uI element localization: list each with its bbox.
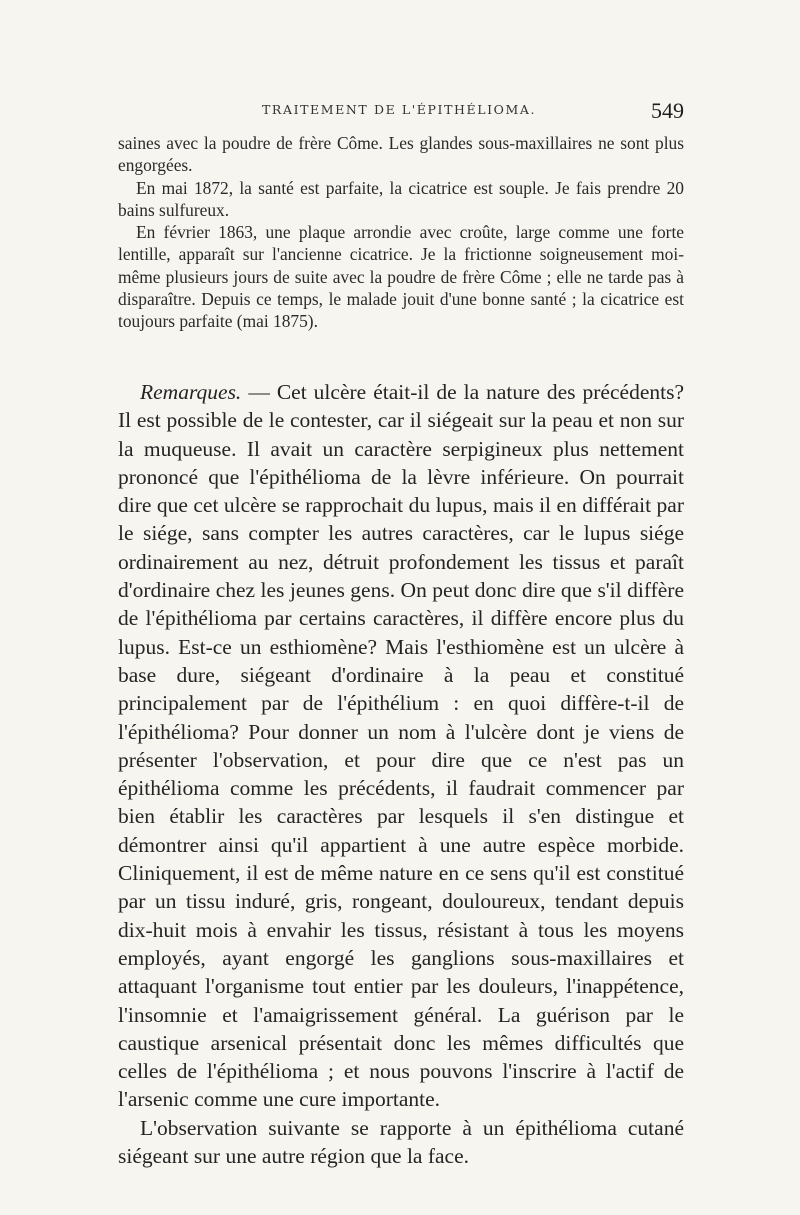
observation-text (118, 132, 684, 333)
remarks-paragraph (118, 378, 684, 1114)
remarks-lead: Remarques. (140, 380, 242, 404)
running-title: TRAITEMENT DE L'ÉPITHÉLIOMA. (262, 102, 537, 117)
observation-paragraph: saines avec la poudre de frère Côme. Les glandes sous-maxillaires ne sont plus engorgées. (118, 133, 684, 176)
observation-paragraph: En février 1863, une plaque arrondie avec croûte, large comme une forte lentille, apparaît sur l'ancienne cicatrice. Je la frictionne soigneusement moi-même plusieurs jours de suite avec la poudre de frère Côme ; elle ne tarde pas à disparaître. Depuis ce temps, le malade jouit d'une bonne santé ; la cicatrice est toujours parfaite (mai 1875). (118, 222, 684, 332)
remarks-body: — Cet ulcère était-il de la nature des précédents? Il est possible de le contester, car il siégeait sur la peau et non sur la muqueuse. Il avait un caractère serpigineux plus nettement prononcé que l'épithélioma de la lèvre inférieure. On pourrait dire que cet ulcère se rapprochait du lupus, mais il en différait par le siége, sans compter les autres caractères, car le lupus siége ordinairement au nez, détruit profondement les tissus et paraît d'ordinaire chez les jeunes gens. On peut donc dire que s'il diffère de l'épithélioma par certains caractères, il diffère encore plus du lupus. Est-ce un esthiomène? Mais l'esthiomène est un ulcère à base dure, siégeant d'ordinaire à la peau et constitué principalement par de l'épithélium : en quoi diffère-t-il de l'épithélioma? Pour donner un nom à l'ulcère dont je viens de présenter l'observation, et pour dire que ce n'est pas un épithélioma comme les précédents, il faudrait commencer par bien établir les caractères par lesquels il s'en distingue et démontrer ainsi qu'il appartient à une autre espèce morbide. Cliniquement, il est de même nature en ce sens qu'il est constitué par un tissu induré, gris, rongeant, douloureux, tendant depuis dix-huit mois à envahir les tissus, résistant à tous les moyens employés, ayant engorgé les ganglions sous-maxillaires et attaquant l'organisme tout entier par les douleurs, l'inappétence, l'insomnie et l'amaigrissement général. La guérison par le caustique arsenical présentait donc les mêmes difficultés que celles de l'épithélioma ; et nous pouvons l'inscrire à l'actif de l'arsenic comme une cure importante. (118, 380, 684, 1112)
running-head (118, 98, 684, 124)
remarks-text (118, 378, 684, 1170)
closing-paragraph: L'observation suivante se rapporte à un épithélioma cutané siégeant sur une autre région que la face. (118, 1115, 684, 1169)
page-number: 549 (651, 98, 684, 123)
observation-paragraph: En mai 1872, la santé est parfaite, la cicatrice est souple. Je fais prendre 20 bains sulfureux. (118, 177, 684, 220)
